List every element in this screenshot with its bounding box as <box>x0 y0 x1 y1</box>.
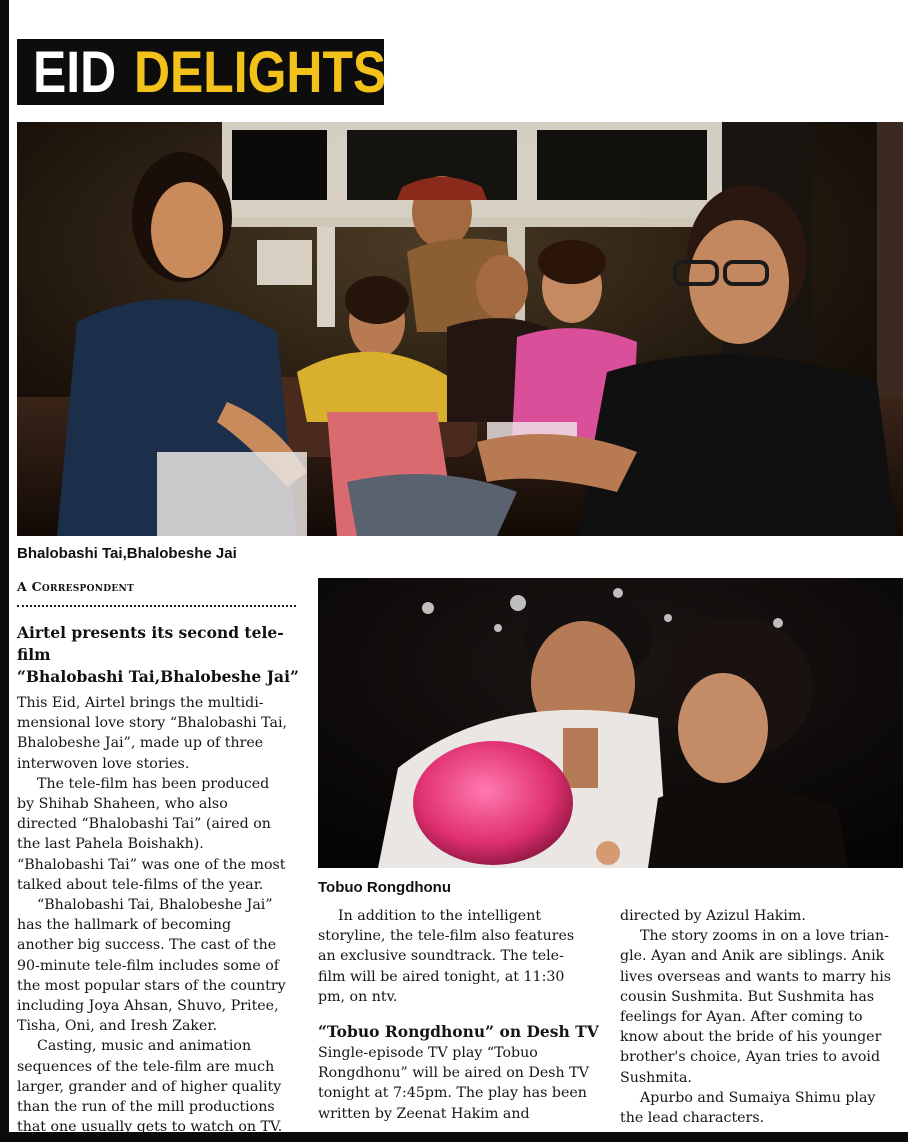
cast-group-photo-illustration <box>17 122 903 536</box>
text-line: by Shihab Shaheen, who also <box>17 796 228 813</box>
section-banner <box>17 39 384 105</box>
tobuo-rongdhonu-photo <box>318 578 903 868</box>
photo-caption-tobuo: Tobuo Rongdhonu <box>318 879 452 896</box>
text-line: This Eid, Airtel brings the multidi- <box>17 695 264 711</box>
text-line: pm, on ntv. <box>318 988 398 1005</box>
byline <box>17 579 134 594</box>
text-line: tonight at 7:45pm. The play has been <box>318 1085 587 1102</box>
text-line: mensional love story “Bhalobashi Tai, <box>17 715 288 732</box>
text-line: storyline, the tele-film also features <box>318 928 575 945</box>
article-column-1 <box>17 693 307 1137</box>
text-line: know about the bride of his younger <box>620 1029 882 1046</box>
text-line: another big success. The cast of the <box>17 937 277 954</box>
text-line: directed by Azizul Hakim. <box>620 908 806 924</box>
text-line: Sushmita. <box>620 1069 692 1086</box>
headline-line: “Bhalobashi Tai,Bhalobeshe Jai” <box>17 667 299 686</box>
text-line: The story zooms in on a love trian- <box>640 928 889 945</box>
byline-text: A Correspondent <box>17 579 135 594</box>
text-line: cousin Sushmita. But Sushmita has <box>620 988 875 1005</box>
text-line: brother's choice, Ayan tries to avoid <box>620 1049 881 1066</box>
text-line: including Joya Ahsan, Shuvo, Pritee, <box>17 998 279 1015</box>
photo-caption-bhalobashi: Bhalobashi Tai,Bhalobeshe Jai <box>17 545 237 562</box>
banner-word-delights: DELIGHTS <box>133 39 386 105</box>
cast-group-photo <box>17 122 903 536</box>
text-line: lives overseas and wants to marry his <box>620 968 892 985</box>
text-line: Casting, music and animation <box>37 1038 252 1055</box>
text-line: gle. Ayan and Anik are siblings. Anik <box>620 948 885 965</box>
text-line: sequences of the tele-film are much <box>17 1058 275 1075</box>
text-line: Bhalobeshe Jai”, made up of three <box>17 735 264 752</box>
article-headline <box>17 622 307 688</box>
article-column-3 <box>620 906 905 1128</box>
text-line: Single-episode TV play “Tobuo <box>318 1045 538 1062</box>
banner-word-eid: EID <box>33 39 117 105</box>
text-line: Tisha, Oni, and Iresh Zaker. <box>17 1018 218 1035</box>
text-line: film will be aired tonight, at 11:30 <box>318 968 565 985</box>
text-line: has the hallmark of becoming <box>17 917 232 934</box>
article-column-2 <box>318 906 608 1124</box>
headline-line: Airtel presents its second tele-film <box>17 623 284 664</box>
text-line: directed “Bhalobashi Tai” (aired on <box>17 816 271 833</box>
text-line: the last Pahela Boishakh). <box>17 836 204 853</box>
text-line: interwoven love stories. <box>17 755 190 772</box>
tobuo-rongdhonu-illustration <box>318 578 903 868</box>
text-line: “Bhalobashi Tai” was one of the most <box>17 856 286 873</box>
text-line: feelings for Ayan. After coming to <box>620 1009 863 1026</box>
subheading-tobuo: “Tobuo Rongdhonu” on Desh TV <box>318 1022 599 1042</box>
text-line: than the run of the mill productions <box>17 1099 275 1116</box>
page-edge-left <box>0 0 9 1142</box>
text-line: Apurbo and Sumaiya Shimu play <box>640 1089 876 1106</box>
text-line: talked about tele-films of the year. <box>17 876 264 893</box>
text-line: larger, grander and of higher quality <box>17 1078 282 1095</box>
text-line: 90-minute tele-film includes some of <box>17 957 280 974</box>
text-line: an exclusive soundtrack. The tele- <box>318 948 564 965</box>
text-line: In addition to the intelligent <box>338 908 542 924</box>
dotted-divider <box>17 605 296 607</box>
text-line: written by Zeenat Hakim and <box>318 1105 530 1122</box>
text-line: “Bhalobashi Tai, Bhalobeshe Jai” <box>37 897 273 914</box>
text-line: The tele-film has been produced <box>37 775 270 792</box>
text-line: that one usually gets to watch on TV. <box>17 1119 283 1136</box>
text-line: the lead characters. <box>620 1110 765 1127</box>
text-line: Rongdhonu” will be aired on Desh TV <box>318 1065 589 1082</box>
text-line: the most popular stars of the country <box>17 977 286 994</box>
